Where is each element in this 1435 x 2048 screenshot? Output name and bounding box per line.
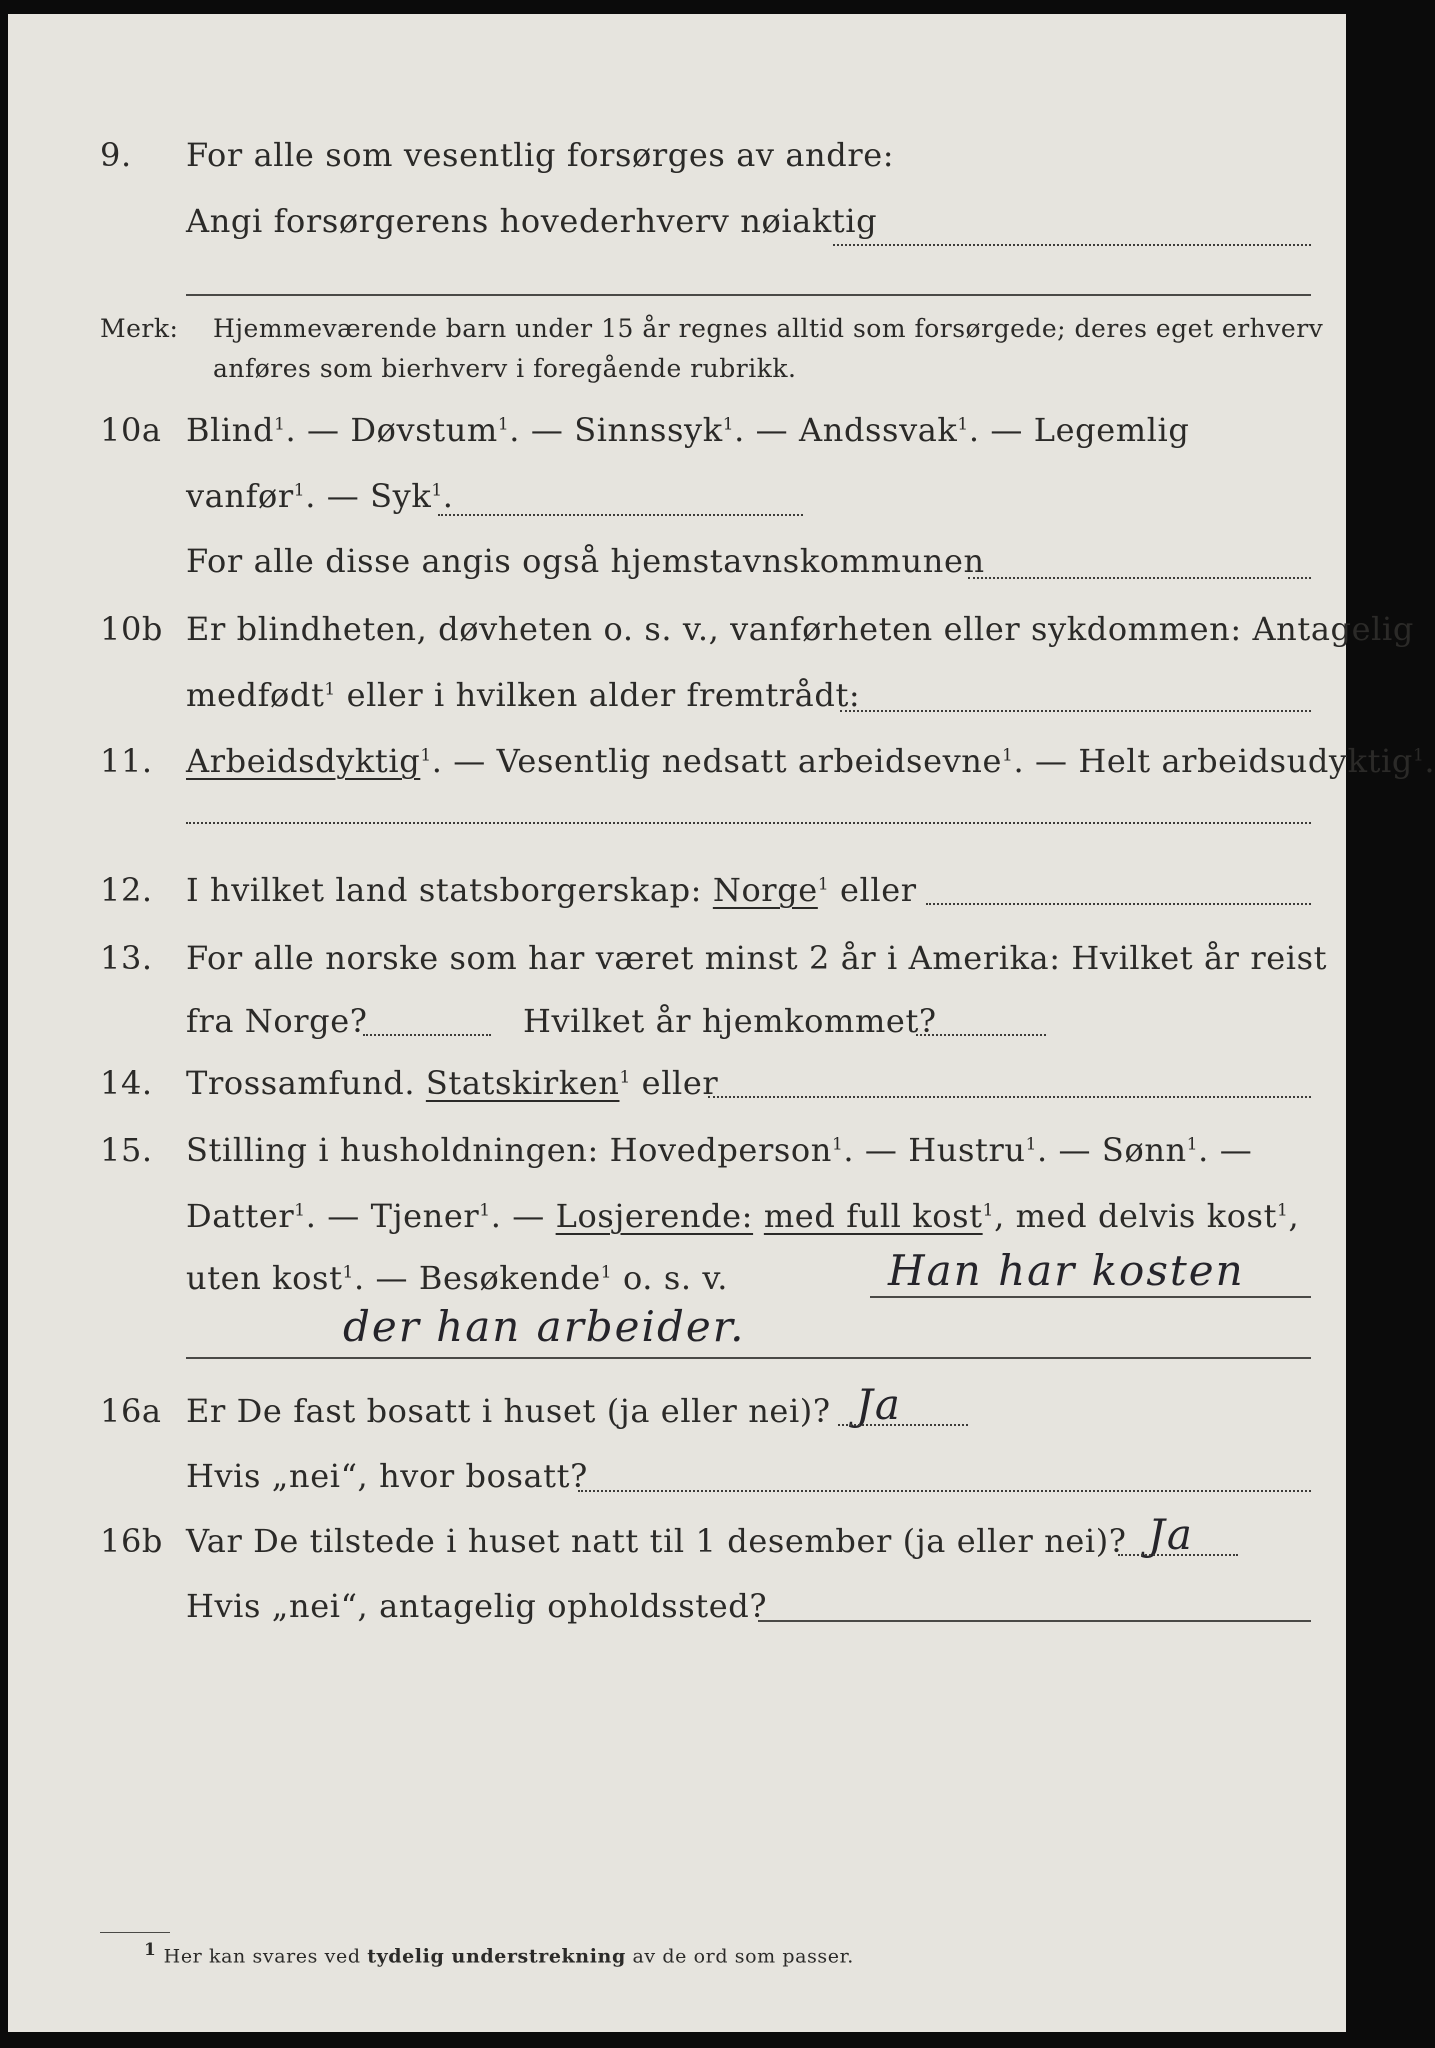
answer-line[interactable] (968, 577, 1311, 579)
question-text: Datter$^1$. — Tjener$^1$. — Losjerende: med full kost$^1$, med delvis kost$^1$, (186, 1197, 1300, 1235)
footnote: 1 Her kan svares ved tydelig understrekning av de ord som passer. (144, 1940, 854, 1968)
selected-option[interactable]: med full kost (763, 1197, 983, 1235)
handwritten-answer: der han arbeider. (343, 1302, 746, 1351)
question-number: 11. (100, 742, 153, 780)
question-text: Trossamfund. Statskirken$^1$ eller (186, 1064, 719, 1102)
question-text: For alle som vesentlig forsørges av andre: (186, 136, 895, 174)
question-text: Hvis „nei“, antagelig opholdssted? (186, 1587, 768, 1625)
note-merk (100, 314, 178, 343)
question-number: 9. (100, 136, 132, 174)
question-number: 16a (100, 1392, 162, 1430)
note-line-2: anføres som bierhverv i foregående rubrikk. (213, 354, 797, 383)
answer-line[interactable] (186, 822, 1311, 824)
answer-line[interactable] (186, 294, 1311, 296)
question-text: fra Norge? (186, 1002, 368, 1040)
selected-option[interactable]: Norge (712, 871, 818, 909)
question-text: For alle disse angis også hjemstavnskommunen (186, 542, 985, 580)
question-text: Hvilket år hjemkommet? (523, 1002, 937, 1040)
answer-line[interactable] (758, 1620, 1311, 1622)
census-form-page (8, 14, 1435, 2032)
footnote-divider (100, 1932, 170, 1933)
question-number: 12. (100, 871, 153, 909)
selected-option[interactable]: Losjerende: (555, 1197, 754, 1235)
handwritten-answer: Han har kosten (888, 1246, 1245, 1295)
question-text: Er De fast bosatt i huset (ja eller nei)? (186, 1392, 831, 1430)
answer-line[interactable] (438, 514, 803, 516)
question-number: 10b (100, 610, 164, 648)
answer-line[interactable] (916, 1034, 1046, 1036)
question-text: medfødt$^1$ eller i hvilken alder fremtrådt: (186, 676, 861, 714)
question-text: Blind$^1$. — Døvstum$^1$. — Sinnssyk$^1$. — Andssvak$^1$. — Legemlig (186, 411, 1190, 449)
question-text: Var De tilstede i huset natt til 1 desember (ja eller nei)? (186, 1522, 1127, 1560)
answer-line[interactable] (186, 1357, 1311, 1359)
answer-line[interactable] (838, 1424, 968, 1426)
answer-line[interactable] (870, 1296, 1311, 1298)
question-text: vanfør$^1$. — Syk$^1$. (186, 477, 454, 515)
selected-option[interactable]: Arbeidsdyktig (186, 742, 421, 780)
handwritten-answer: Ja (856, 1380, 902, 1429)
question-number: 15. (100, 1131, 153, 1169)
question-number: 10a (100, 411, 162, 449)
answer-line[interactable] (578, 1490, 1311, 1492)
question-number: 16b (100, 1522, 164, 1560)
question-text: Stilling i husholdningen: Hovedperson$^1$. — Hustru$^1$. — Sønn$^1$. — (186, 1131, 1253, 1169)
answer-line[interactable] (708, 1096, 1311, 1098)
answer-line[interactable] (926, 903, 1311, 905)
selected-option[interactable]: Statskirken (425, 1064, 620, 1102)
question-text: Hvis „nei“, hvor bosatt? (186, 1457, 588, 1495)
question-text: I hvilket land statsborgerskap: Norge$^1$ eller (186, 871, 917, 909)
note-line-1: Hjemmeværende barn under 15 år regnes alltid som forsørgede; deres eget erhverv (213, 314, 1324, 343)
answer-line[interactable] (833, 244, 1311, 246)
question-number: 13. (100, 939, 153, 977)
question-text: Angi forsørgerens hovederhverv nøiaktig (186, 202, 878, 240)
handwritten-answer: Ja (1148, 1510, 1194, 1559)
question-text: For alle norske som har været minst 2 år i Amerika: Hvilket år reist (186, 939, 1328, 977)
answer-line[interactable] (1118, 1554, 1238, 1556)
question-text: Arbeidsdyktig$^1$. — Vesentlig nedsatt arbeidsevne$^1$. — Helt arbeidsudyktig$^1$. (186, 742, 1435, 780)
answer-line[interactable] (363, 1034, 491, 1036)
question-number: 14. (100, 1064, 153, 1102)
question-text: Er blindheten, døvheten o. s. v., vanførheten eller sykdommen: Antagelig (186, 610, 1414, 648)
question-text: uten kost$^1$. — Besøkende$^1$ o. s. v. (186, 1259, 729, 1297)
answer-line[interactable] (840, 710, 1311, 712)
note-label: Merk: (100, 314, 179, 343)
